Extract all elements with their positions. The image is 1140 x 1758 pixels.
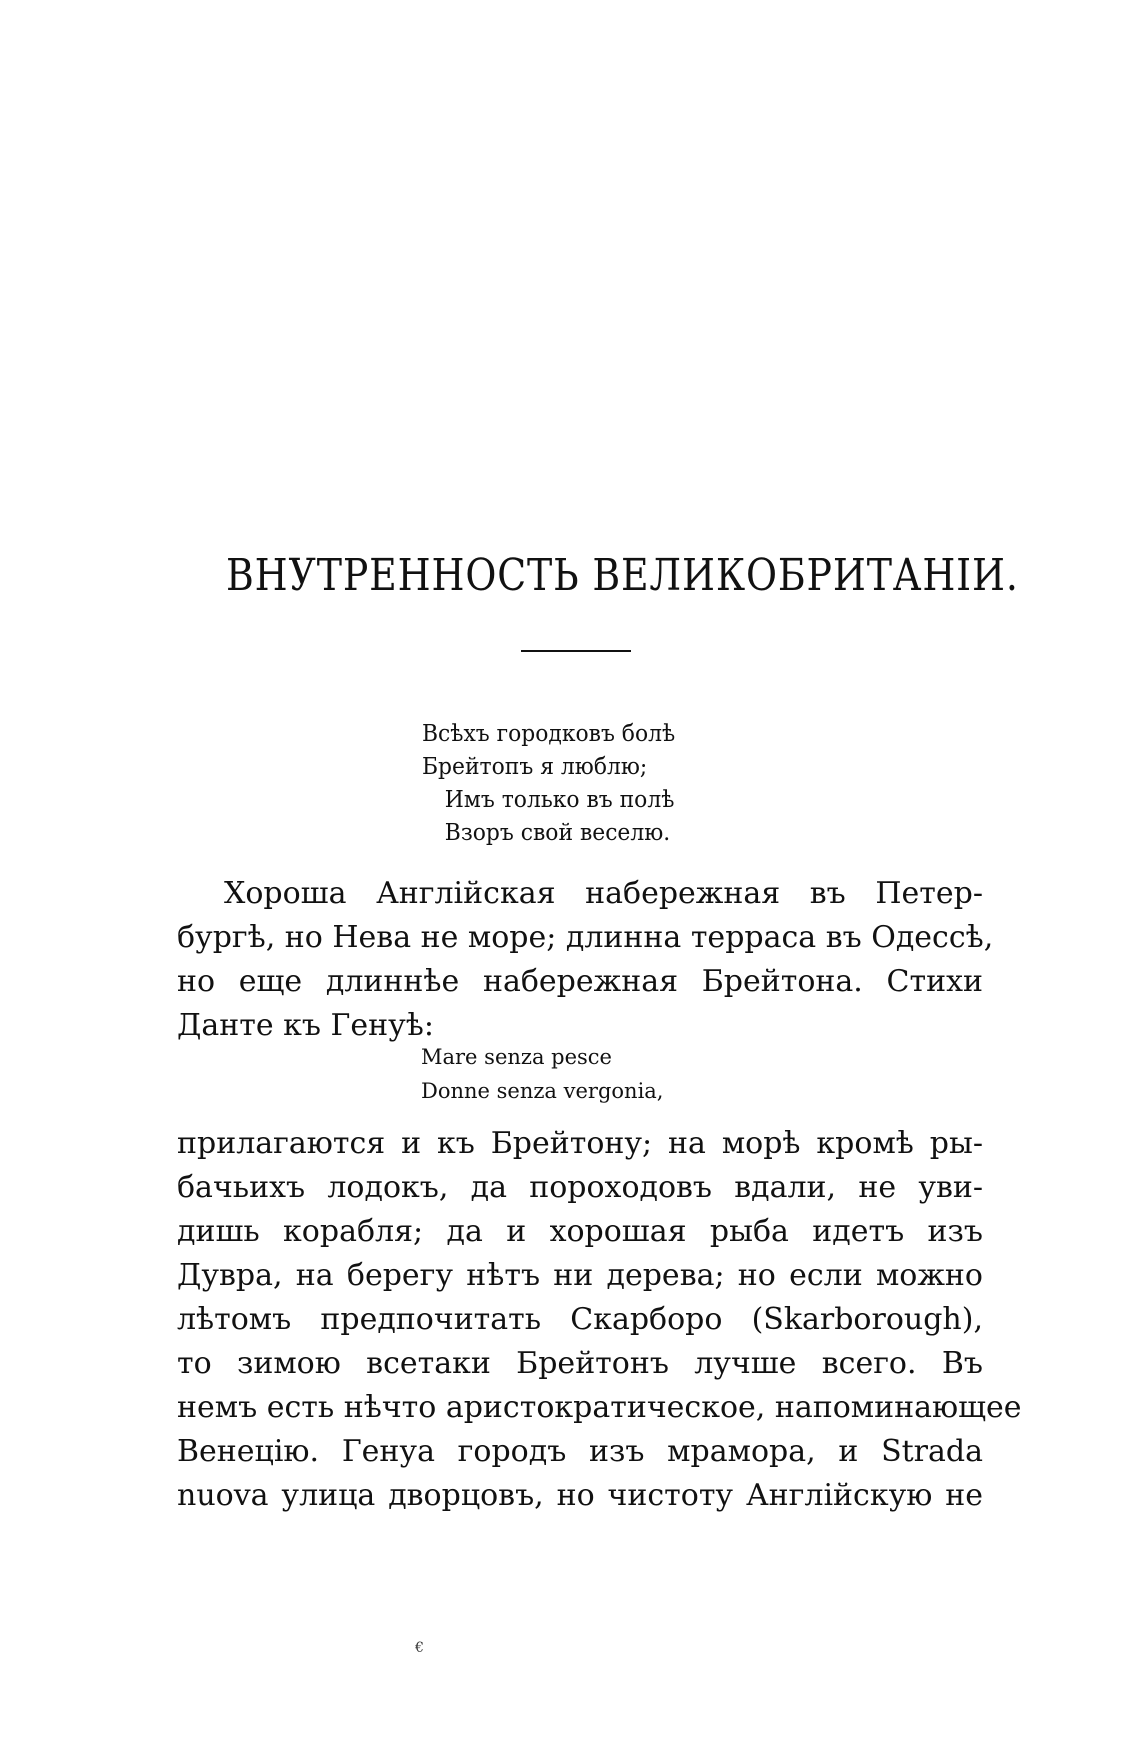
text-line: но еще длиннѣе набережная Брейтона. Стихи <box>177 964 983 999</box>
text-line: то зимою всетаки Брейтонъ лучше всего. Въ <box>177 1346 983 1381</box>
text-line: бачьихъ лодокъ, да пороходовъ вдали, не уви- <box>177 1170 983 1205</box>
text-line: nuova улица дворцовъ, но чистоту Англійскую не <box>177 1478 983 1513</box>
dante-quote <box>421 1040 663 1108</box>
text-line: дишь корабля; да и хорошая рыба идетъ изъ <box>177 1214 983 1249</box>
text-line: прилагаются и къ Брейтону; на морѣ кромѣ ры- <box>177 1126 983 1161</box>
quote-line: Mare senza pesce <box>421 1045 612 1069</box>
epigraph-line: Всѣхъ городковъ болѣ <box>422 721 676 747</box>
text-line: бургѣ, но Нева не море; длинна терраса въ Одессѣ, <box>177 920 994 955</box>
paragraph-1 <box>177 872 994 1048</box>
title-divider <box>521 650 631 652</box>
text-line: лѣтомъ предпочитать Скарборо (Skarborough), <box>177 1302 983 1337</box>
epigraph-line: Взоръ свой веселю. <box>444 820 671 846</box>
paragraph-2 <box>177 1122 1022 1518</box>
epigraph-line: Имъ только въ полѣ <box>444 787 675 813</box>
text-line: Хороша Англійская набережная въ Петер- <box>224 876 983 911</box>
text-line: Венецію. Генуа городъ изъ мрамора, и Strada <box>177 1434 983 1469</box>
epigraph-line: Брейтопъ я люблю; <box>422 754 648 780</box>
text-line: Дувра, на берегу нѣтъ ни дерева; но если можно <box>177 1258 983 1293</box>
quote-line: Donne senza vergonia, <box>421 1079 664 1103</box>
epigraph-verse <box>422 718 675 850</box>
text-line: немъ есть нѣчто аристократическое, напоминающее <box>177 1390 1022 1425</box>
page-mark: € <box>415 1640 424 1656</box>
chapter-title: ВНУТРЕННОСТЬ ВЕЛИКОБРИТАНІИ. <box>226 550 1019 601</box>
text-line: Данте къ Генуѣ: <box>177 1008 434 1043</box>
